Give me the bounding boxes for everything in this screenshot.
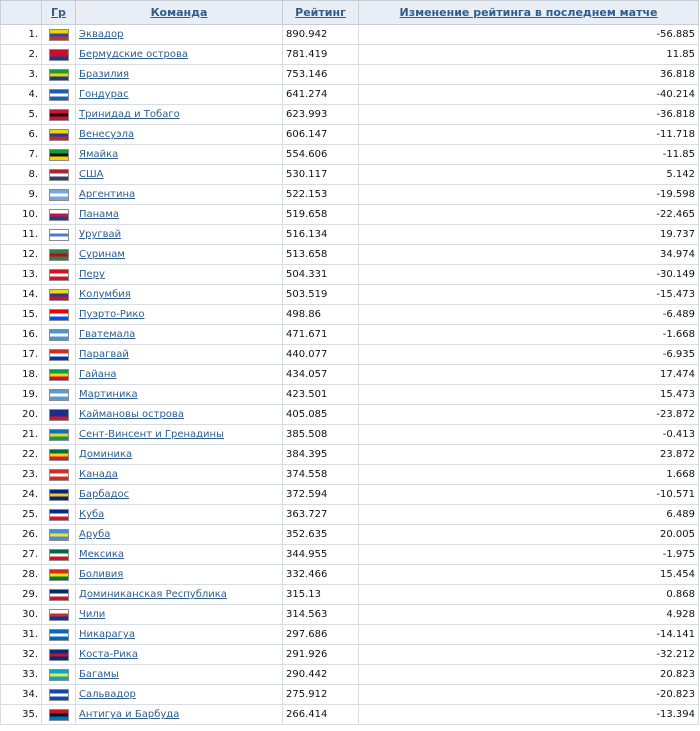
team-link[interactable]: Суринам bbox=[79, 249, 125, 260]
flag-icon bbox=[49, 129, 69, 141]
table-row bbox=[1, 625, 699, 645]
team-cell bbox=[76, 125, 283, 145]
change-cell: -23.872 bbox=[359, 405, 699, 425]
rating-cell: 890.942 bbox=[283, 25, 359, 45]
team-cell bbox=[76, 25, 283, 45]
team-link[interactable]: Бразилия bbox=[79, 69, 130, 80]
team-link[interactable]: Пуэрто-Рико bbox=[79, 309, 145, 320]
rating-cell: 522.153 bbox=[283, 185, 359, 205]
rating-cell: 554.606 bbox=[283, 145, 359, 165]
flag-icon bbox=[49, 149, 69, 161]
team-link[interactable]: Аруба bbox=[79, 529, 111, 540]
flag-icon bbox=[49, 289, 69, 301]
rating-cell: 623.993 bbox=[283, 105, 359, 125]
team-cell bbox=[76, 185, 283, 205]
table-row bbox=[1, 485, 699, 505]
flag-cell bbox=[42, 185, 76, 205]
flag-cell bbox=[42, 625, 76, 645]
rating-cell: 315.13 bbox=[283, 585, 359, 605]
team-cell bbox=[76, 425, 283, 445]
team-link[interactable]: Гватемала bbox=[79, 329, 136, 340]
team-link[interactable]: Аргентина bbox=[79, 189, 136, 200]
flag-icon bbox=[49, 449, 69, 461]
flag-icon bbox=[49, 169, 69, 181]
team-link[interactable]: Боливия bbox=[79, 569, 124, 580]
team-link[interactable]: Доминиканская Республика bbox=[79, 589, 227, 600]
team-link[interactable]: Чили bbox=[79, 609, 106, 620]
table-row bbox=[1, 325, 699, 345]
rank-cell: 8. bbox=[1, 165, 42, 185]
change-cell: 15.454 bbox=[359, 565, 699, 585]
table-row bbox=[1, 265, 699, 285]
team-link[interactable]: Перу bbox=[79, 269, 105, 280]
rating-cell: 519.658 bbox=[283, 205, 359, 225]
rank-cell: 23. bbox=[1, 465, 42, 485]
flag-icon bbox=[49, 549, 69, 561]
flag-cell bbox=[42, 345, 76, 365]
group-sort-header[interactable]: Гр bbox=[42, 1, 76, 25]
rank-cell: 24. bbox=[1, 485, 42, 505]
team-link[interactable]: Никарагуа bbox=[79, 629, 135, 640]
team-cell bbox=[76, 345, 283, 365]
rank-header bbox=[1, 1, 42, 25]
table-row bbox=[1, 25, 699, 45]
team-cell bbox=[76, 665, 283, 685]
table-row bbox=[1, 525, 699, 545]
change-cell: 11.85 bbox=[359, 45, 699, 65]
team-link[interactable]: Тринидад и Тобаго bbox=[79, 109, 180, 120]
flag-cell bbox=[42, 425, 76, 445]
flag-icon bbox=[49, 329, 69, 341]
change-cell: 23.872 bbox=[359, 445, 699, 465]
table-body bbox=[1, 25, 699, 725]
rating-cell: 363.727 bbox=[283, 505, 359, 525]
team-link[interactable]: Мартиника bbox=[79, 389, 138, 400]
flag-icon bbox=[49, 209, 69, 221]
change-cell: -6.489 bbox=[359, 305, 699, 325]
team-link[interactable]: Панама bbox=[79, 209, 119, 220]
rank-cell: 18. bbox=[1, 365, 42, 385]
flag-icon bbox=[49, 229, 69, 241]
rating-cell: 753.146 bbox=[283, 65, 359, 85]
change-cell: -40.214 bbox=[359, 85, 699, 105]
change-cell: -13.394 bbox=[359, 705, 699, 725]
change-cell: 5.142 bbox=[359, 165, 699, 185]
team-cell bbox=[76, 545, 283, 565]
table-row bbox=[1, 125, 699, 145]
change-cell: -11.85 bbox=[359, 145, 699, 165]
flag-cell bbox=[42, 205, 76, 225]
flag-cell bbox=[42, 85, 76, 105]
flag-cell bbox=[42, 565, 76, 585]
change-cell: -19.598 bbox=[359, 185, 699, 205]
rank-cell: 22. bbox=[1, 445, 42, 465]
flag-icon bbox=[49, 609, 69, 621]
change-cell: -32.212 bbox=[359, 645, 699, 665]
flag-icon bbox=[49, 629, 69, 641]
team-link[interactable]: Сальвадор bbox=[79, 689, 136, 700]
table-row bbox=[1, 225, 699, 245]
change-sort-header[interactable]: Изменение рейтинга в последнем матче bbox=[359, 1, 699, 25]
rating-cell: 530.117 bbox=[283, 165, 359, 185]
team-cell bbox=[76, 245, 283, 265]
team-link[interactable]: Барбадос bbox=[79, 489, 130, 500]
table-row bbox=[1, 585, 699, 605]
change-cell: -11.718 bbox=[359, 125, 699, 145]
team-cell bbox=[76, 85, 283, 105]
table-row bbox=[1, 465, 699, 485]
rating-cell: 498.86 bbox=[283, 305, 359, 325]
rank-cell: 20. bbox=[1, 405, 42, 425]
team-link[interactable]: Гайана bbox=[79, 369, 117, 380]
rank-cell: 4. bbox=[1, 85, 42, 105]
table-row bbox=[1, 425, 699, 445]
rank-cell: 12. bbox=[1, 245, 42, 265]
change-cell: 20.005 bbox=[359, 525, 699, 545]
team-link[interactable]: Колумбия bbox=[79, 289, 131, 300]
rank-cell: 27. bbox=[1, 545, 42, 565]
rating-cell: 440.077 bbox=[283, 345, 359, 365]
team-link[interactable]: США bbox=[79, 169, 104, 180]
rank-cell: 30. bbox=[1, 605, 42, 625]
team-cell bbox=[76, 305, 283, 325]
flag-icon bbox=[49, 309, 69, 321]
flag-cell bbox=[42, 45, 76, 65]
table-row bbox=[1, 645, 699, 665]
rank-cell: 25. bbox=[1, 505, 42, 525]
header-row bbox=[1, 1, 699, 25]
rating-cell: 314.563 bbox=[283, 605, 359, 625]
change-cell: 34.974 bbox=[359, 245, 699, 265]
table-row bbox=[1, 165, 699, 185]
change-cell: -10.571 bbox=[359, 485, 699, 505]
rank-cell: 34. bbox=[1, 685, 42, 705]
change-cell: 0.868 bbox=[359, 585, 699, 605]
flag-cell bbox=[42, 665, 76, 685]
rating-cell: 384.395 bbox=[283, 445, 359, 465]
change-cell: 1.668 bbox=[359, 465, 699, 485]
rank-cell: 29. bbox=[1, 585, 42, 605]
flag-icon bbox=[49, 69, 69, 81]
rating-cell: 405.085 bbox=[283, 405, 359, 425]
change-cell: -1.668 bbox=[359, 325, 699, 345]
table-row bbox=[1, 385, 699, 405]
rating-cell: 423.501 bbox=[283, 385, 359, 405]
team-cell bbox=[76, 165, 283, 185]
team-cell bbox=[76, 625, 283, 645]
rank-cell: 10. bbox=[1, 205, 42, 225]
change-cell: 6.489 bbox=[359, 505, 699, 525]
team-link[interactable]: Куба bbox=[79, 509, 105, 520]
team-link[interactable]: Коста-Рика bbox=[79, 649, 138, 660]
change-cell: 36.818 bbox=[359, 65, 699, 85]
flag-cell bbox=[42, 25, 76, 45]
flag-cell bbox=[42, 605, 76, 625]
team-link[interactable]: Бермудские острова bbox=[79, 49, 189, 60]
change-cell: -30.149 bbox=[359, 265, 699, 285]
team-cell bbox=[76, 65, 283, 85]
flag-icon bbox=[49, 269, 69, 281]
rating-cell: 641.274 bbox=[283, 85, 359, 105]
team-cell bbox=[76, 565, 283, 585]
change-cell: 17.474 bbox=[359, 365, 699, 385]
team-cell bbox=[76, 605, 283, 625]
team-link[interactable]: Уругвай bbox=[79, 229, 122, 240]
team-link[interactable]: Антигуа и Барбуда bbox=[79, 709, 180, 720]
rating-cell: 504.331 bbox=[283, 265, 359, 285]
change-cell: 4.928 bbox=[359, 605, 699, 625]
flag-icon bbox=[49, 349, 69, 361]
flag-icon bbox=[49, 29, 69, 41]
flag-cell bbox=[42, 705, 76, 725]
team-link[interactable]: Багамы bbox=[79, 669, 119, 680]
rank-cell: 19. bbox=[1, 385, 42, 405]
table-row bbox=[1, 705, 699, 725]
flag-icon bbox=[49, 489, 69, 501]
flag-icon bbox=[49, 529, 69, 541]
team-link[interactable]: Доминика bbox=[79, 449, 133, 460]
rank-cell: 21. bbox=[1, 425, 42, 445]
flag-cell bbox=[42, 545, 76, 565]
team-cell bbox=[76, 265, 283, 285]
flag-cell bbox=[42, 265, 76, 285]
rank-cell: 32. bbox=[1, 645, 42, 665]
table-row bbox=[1, 65, 699, 85]
flag-cell bbox=[42, 125, 76, 145]
flag-cell bbox=[42, 365, 76, 385]
rating-cell: 385.508 bbox=[283, 425, 359, 445]
team-cell bbox=[76, 485, 283, 505]
table-row bbox=[1, 445, 699, 465]
team-cell bbox=[76, 205, 283, 225]
rating-cell: 513.658 bbox=[283, 245, 359, 265]
team-cell bbox=[76, 145, 283, 165]
rank-cell: 3. bbox=[1, 65, 42, 85]
table-row bbox=[1, 345, 699, 365]
flag-icon bbox=[49, 589, 69, 601]
flag-cell bbox=[42, 385, 76, 405]
rating-cell: 344.955 bbox=[283, 545, 359, 565]
rating-cell: 332.466 bbox=[283, 565, 359, 585]
rank-cell: 2. bbox=[1, 45, 42, 65]
rating-cell: 275.912 bbox=[283, 685, 359, 705]
team-cell bbox=[76, 105, 283, 125]
rank-cell: 13. bbox=[1, 265, 42, 285]
team-link[interactable]: Гондурас bbox=[79, 89, 129, 100]
flag-cell bbox=[42, 145, 76, 165]
change-cell: -15.473 bbox=[359, 285, 699, 305]
rank-cell: 15. bbox=[1, 305, 42, 325]
flag-cell bbox=[42, 465, 76, 485]
team-link[interactable]: Венесуэла bbox=[79, 129, 135, 140]
rating-cell: 503.519 bbox=[283, 285, 359, 305]
table-row bbox=[1, 365, 699, 385]
change-cell: 15.473 bbox=[359, 385, 699, 405]
team-link[interactable]: Сент-Винсент и Гренадины bbox=[79, 429, 224, 440]
table-row bbox=[1, 85, 699, 105]
flag-cell bbox=[42, 305, 76, 325]
team-link[interactable]: Эквадор bbox=[79, 29, 124, 40]
rating-cell: 297.686 bbox=[283, 625, 359, 645]
rating-cell: 291.926 bbox=[283, 645, 359, 665]
table-row bbox=[1, 685, 699, 705]
flag-cell bbox=[42, 65, 76, 85]
flag-icon bbox=[49, 429, 69, 441]
rank-cell: 28. bbox=[1, 565, 42, 585]
change-cell: -14.141 bbox=[359, 625, 699, 645]
team-cell bbox=[76, 525, 283, 545]
change-cell: -36.818 bbox=[359, 105, 699, 125]
flag-cell bbox=[42, 645, 76, 665]
team-cell bbox=[76, 365, 283, 385]
rank-cell: 5. bbox=[1, 105, 42, 125]
team-cell bbox=[76, 445, 283, 465]
flag-cell bbox=[42, 505, 76, 525]
flag-cell bbox=[42, 525, 76, 545]
team-cell bbox=[76, 705, 283, 725]
table-row bbox=[1, 305, 699, 325]
flag-cell bbox=[42, 225, 76, 245]
rating-sort-header[interactable]: Рейтинг bbox=[283, 1, 359, 25]
rating-cell: 266.414 bbox=[283, 705, 359, 725]
team-cell bbox=[76, 285, 283, 305]
rank-cell: 16. bbox=[1, 325, 42, 345]
rating-cell: 516.134 bbox=[283, 225, 359, 245]
table-row bbox=[1, 245, 699, 265]
flag-cell bbox=[42, 165, 76, 185]
flag-icon bbox=[49, 249, 69, 261]
change-cell: -56.885 bbox=[359, 25, 699, 45]
flag-cell bbox=[42, 585, 76, 605]
table-row bbox=[1, 105, 699, 125]
team-cell bbox=[76, 505, 283, 525]
team-cell bbox=[76, 225, 283, 245]
team-sort-header[interactable]: Команда bbox=[76, 1, 283, 25]
flag-icon bbox=[49, 49, 69, 61]
rating-cell: 434.057 bbox=[283, 365, 359, 385]
team-link[interactable]: Мексика bbox=[79, 549, 124, 560]
flag-icon bbox=[49, 649, 69, 661]
table-row bbox=[1, 45, 699, 65]
flag-icon bbox=[49, 389, 69, 401]
team-cell bbox=[76, 385, 283, 405]
team-link[interactable]: Каймановы острова bbox=[79, 409, 184, 420]
rank-cell: 1. bbox=[1, 25, 42, 45]
flag-cell bbox=[42, 285, 76, 305]
flag-icon bbox=[49, 409, 69, 421]
flag-cell bbox=[42, 405, 76, 425]
table-row bbox=[1, 505, 699, 525]
rank-cell: 35. bbox=[1, 705, 42, 725]
team-cell bbox=[76, 325, 283, 345]
flag-icon bbox=[49, 369, 69, 381]
team-cell bbox=[76, 405, 283, 425]
flag-icon bbox=[49, 569, 69, 581]
rank-cell: 14. bbox=[1, 285, 42, 305]
change-cell: -1.975 bbox=[359, 545, 699, 565]
table-row bbox=[1, 545, 699, 565]
flag-cell bbox=[42, 325, 76, 345]
rating-cell: 290.442 bbox=[283, 665, 359, 685]
team-link[interactable]: Парагвай bbox=[79, 349, 129, 360]
team-cell bbox=[76, 645, 283, 665]
team-cell bbox=[76, 465, 283, 485]
rank-cell: 33. bbox=[1, 665, 42, 685]
flag-cell bbox=[42, 105, 76, 125]
flag-cell bbox=[42, 245, 76, 265]
change-cell: 20.823 bbox=[359, 665, 699, 685]
team-cell bbox=[76, 45, 283, 65]
rank-cell: 6. bbox=[1, 125, 42, 145]
table-row bbox=[1, 205, 699, 225]
table-row bbox=[1, 605, 699, 625]
rating-cell: 374.558 bbox=[283, 465, 359, 485]
team-link[interactable]: Ямайка bbox=[79, 149, 119, 160]
flag-icon bbox=[49, 109, 69, 121]
change-cell: -20.823 bbox=[359, 685, 699, 705]
rank-cell: 9. bbox=[1, 185, 42, 205]
change-cell: -22.465 bbox=[359, 205, 699, 225]
change-cell: 19.737 bbox=[359, 225, 699, 245]
table-row bbox=[1, 665, 699, 685]
rating-cell: 352.635 bbox=[283, 525, 359, 545]
rank-cell: 7. bbox=[1, 145, 42, 165]
flag-icon bbox=[49, 689, 69, 701]
flag-cell bbox=[42, 445, 76, 465]
flag-icon bbox=[49, 189, 69, 201]
table-row bbox=[1, 185, 699, 205]
rank-cell: 26. bbox=[1, 525, 42, 545]
table-row bbox=[1, 285, 699, 305]
table-row bbox=[1, 565, 699, 585]
rank-cell: 17. bbox=[1, 345, 42, 365]
flag-icon bbox=[49, 89, 69, 101]
flag-cell bbox=[42, 685, 76, 705]
flag-cell bbox=[42, 485, 76, 505]
team-cell bbox=[76, 685, 283, 705]
flag-icon bbox=[49, 709, 69, 721]
table-row bbox=[1, 405, 699, 425]
rating-cell: 471.671 bbox=[283, 325, 359, 345]
flag-icon bbox=[49, 469, 69, 481]
change-cell: -6.935 bbox=[359, 345, 699, 365]
rank-cell: 31. bbox=[1, 625, 42, 645]
flag-icon bbox=[49, 669, 69, 681]
table-row bbox=[1, 145, 699, 165]
team-cell bbox=[76, 585, 283, 605]
rating-cell: 781.419 bbox=[283, 45, 359, 65]
flag-icon bbox=[49, 509, 69, 521]
rating-cell: 606.147 bbox=[283, 125, 359, 145]
team-link[interactable]: Канада bbox=[79, 469, 118, 480]
change-cell: -0.413 bbox=[359, 425, 699, 445]
rating-cell: 372.594 bbox=[283, 485, 359, 505]
rank-cell: 11. bbox=[1, 225, 42, 245]
